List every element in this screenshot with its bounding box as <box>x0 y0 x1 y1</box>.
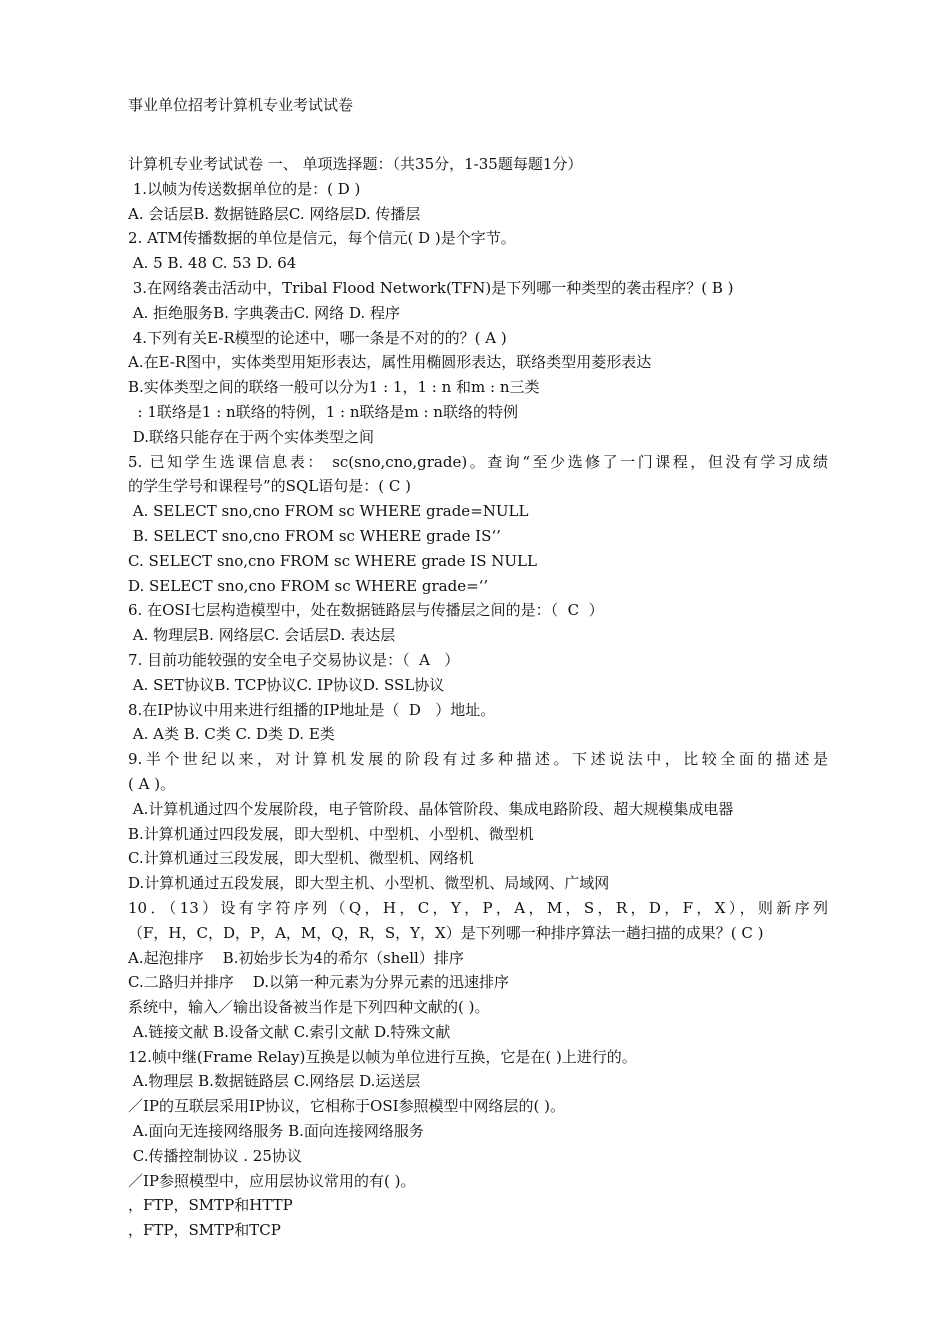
question-10: 10．（13）设有字符序列（Q，H，C，Y，P，A，M，S，R，D，F，X），则新序列 <box>128 898 828 917</box>
question-2: 2. ATM传播数据的单位是信元，每个信元( D )是个字节。 <box>128 229 516 248</box>
question-5-option-b: B. SELECT sno,cno FROM sc WHERE grade IS‘’ <box>128 526 501 545</box>
question-9-option-d: D.计算机通过五段发展，即大型主机、小型机、微型机、局域网、广域网 <box>128 874 610 893</box>
question-7: 7. 目前功能较强的安全电子交易协议是：（ A ） <box>128 650 460 669</box>
document-title: 事业单位招考计算机专业考试试卷 <box>128 96 354 114</box>
question-10-options-cd: C.二路归并排序 D.以第一种元素为分界元素的迅速排序 <box>128 973 510 992</box>
question-3: 3.在网络袭击活动中，Tribal Flood Network(TFN)是下列哪一种类型的袭击程序？( B ) <box>128 278 734 297</box>
question-4-option-a: A.在E-R图中，实体类型用矩形表达，属性用椭圆形表达，联络类型用菱形表达 <box>128 353 652 372</box>
question-5-cont: 的学生学号和课程号”的SQL语句是：( C ) <box>128 477 411 496</box>
question-14-option-b: ，FTP，SMTP和TCP <box>128 1221 281 1240</box>
question-8-options: A. A类 B. C类 C. D类 D. E类 <box>128 725 335 744</box>
question-4: 4.下列有关E-R模型的论述中，哪一条是不对的的？( A ) <box>128 328 507 347</box>
question-12: 12.帧中继(Frame Relay)互换是以帧为单位进行互换，它是在( )上进行的。 <box>128 1047 637 1066</box>
question-14: ／IP参照模型中，应用层协议常用的有( )。 <box>128 1171 416 1190</box>
question-2-options: A. 5 B. 48 C. 53 D. 64 <box>128 254 297 273</box>
question-7-options: A. SET协议B. TCP协议C. IP协议D. SSL协议 <box>128 675 445 694</box>
question-9-option-c: C.计算机通过三段发展，即大型机、微型机、网络机 <box>128 849 474 868</box>
question-4-option-d: D.联络只能存在于两个实体类型之间 <box>128 427 375 446</box>
question-14-option-a: ，FTP，SMTP和HTTP <box>128 1196 293 1215</box>
question-9-option-a: A.计算机通过四个发展阶段，电子管阶段、晶体管阶段、集成电路阶段、超大规模集成电器 <box>128 799 734 818</box>
question-12-options: A.物理层 B.数据链路层 C.网络层 D.运送层 <box>128 1072 421 1091</box>
question-11-options: A.链接文献 B.设备文献 C.索引文献 D.特殊文献 <box>128 1022 451 1041</box>
question-5-option-a: A. SELECT sno,cno FROM sc WHERE grade=NULL <box>128 502 529 521</box>
question-11: 系统中，输入／输出设备被当作是下列四种文献的( )。 <box>128 998 490 1017</box>
question-6: 6. 在OSI七层构造模型中，处在数据链路层与传播层之间的是：（ C ） <box>128 601 604 620</box>
question-9-option-b: B.计算机通过四段发展，即大型机、中型机、小型机、微型机 <box>128 824 534 843</box>
question-1-options: A. 会话层B. 数据链路层C. 网络层D. 传播层 <box>128 204 421 223</box>
question-10-cont: （F，H，C，D，P，A，M，Q，R，S，Y，X）是下列哪一种排序算法一趟扫描的成果？( C ) <box>128 923 764 942</box>
question-5: 5. 已知学生选课信息表： sc(sno,cno,grade)。查询“至少选修了一门课程，但没有学习成绩 <box>128 452 828 471</box>
question-13: ／IP的互联层采用IP协议，它相称于OSI参照模型中网络层的( )。 <box>128 1097 566 1116</box>
question-4-option-c: : 1联络是1 : n联络的特例，1 : n联络是m : n联络的特例 <box>128 402 518 421</box>
section-heading: 计算机专业考试试卷 一、 单项选择题：（共35分，1-35题每题1分） <box>128 155 583 173</box>
question-10-options-ab: A.起泡排序 B.初始步长为4的希尔（shell）排序 <box>128 948 464 967</box>
question-3-options: A. 拒绝服务B. 字典袭击C. 网络 D. 程序 <box>128 303 400 322</box>
question-4-option-b: B.实体类型之间的联络一般可以分为1 : 1，1 : n 和m : n三类 <box>128 378 540 397</box>
question-8: 8.在IP协议中用来进行组播的IP地址是（ D ）地址。 <box>128 700 496 719</box>
question-5-option-d: D. SELECT sno,cno FROM sc WHERE grade=‘’ <box>128 576 489 595</box>
question-5-option-c: C. SELECT sno,cno FROM sc WHERE grade IS NULL <box>128 551 537 570</box>
question-13-options-cd: C.传播控制协议 . 25协议 <box>128 1146 302 1165</box>
document-body <box>128 152 828 1243</box>
question-6-options: A. 物理层B. 网络层C. 会话层D. 表达层 <box>128 626 396 645</box>
question-9-cont: ( A )。 <box>128 774 176 793</box>
question-13-options-ab: A.面向无连接网络服务 B.面向连接网络服务 <box>128 1122 424 1141</box>
question-9: 9.半个世纪以来，对计算机发展的阶段有过多种描述。下述说法中，比较全面的描述是 <box>128 750 828 769</box>
question-1: 1.以帧为传送数据单位的是：( D ) <box>128 179 361 198</box>
